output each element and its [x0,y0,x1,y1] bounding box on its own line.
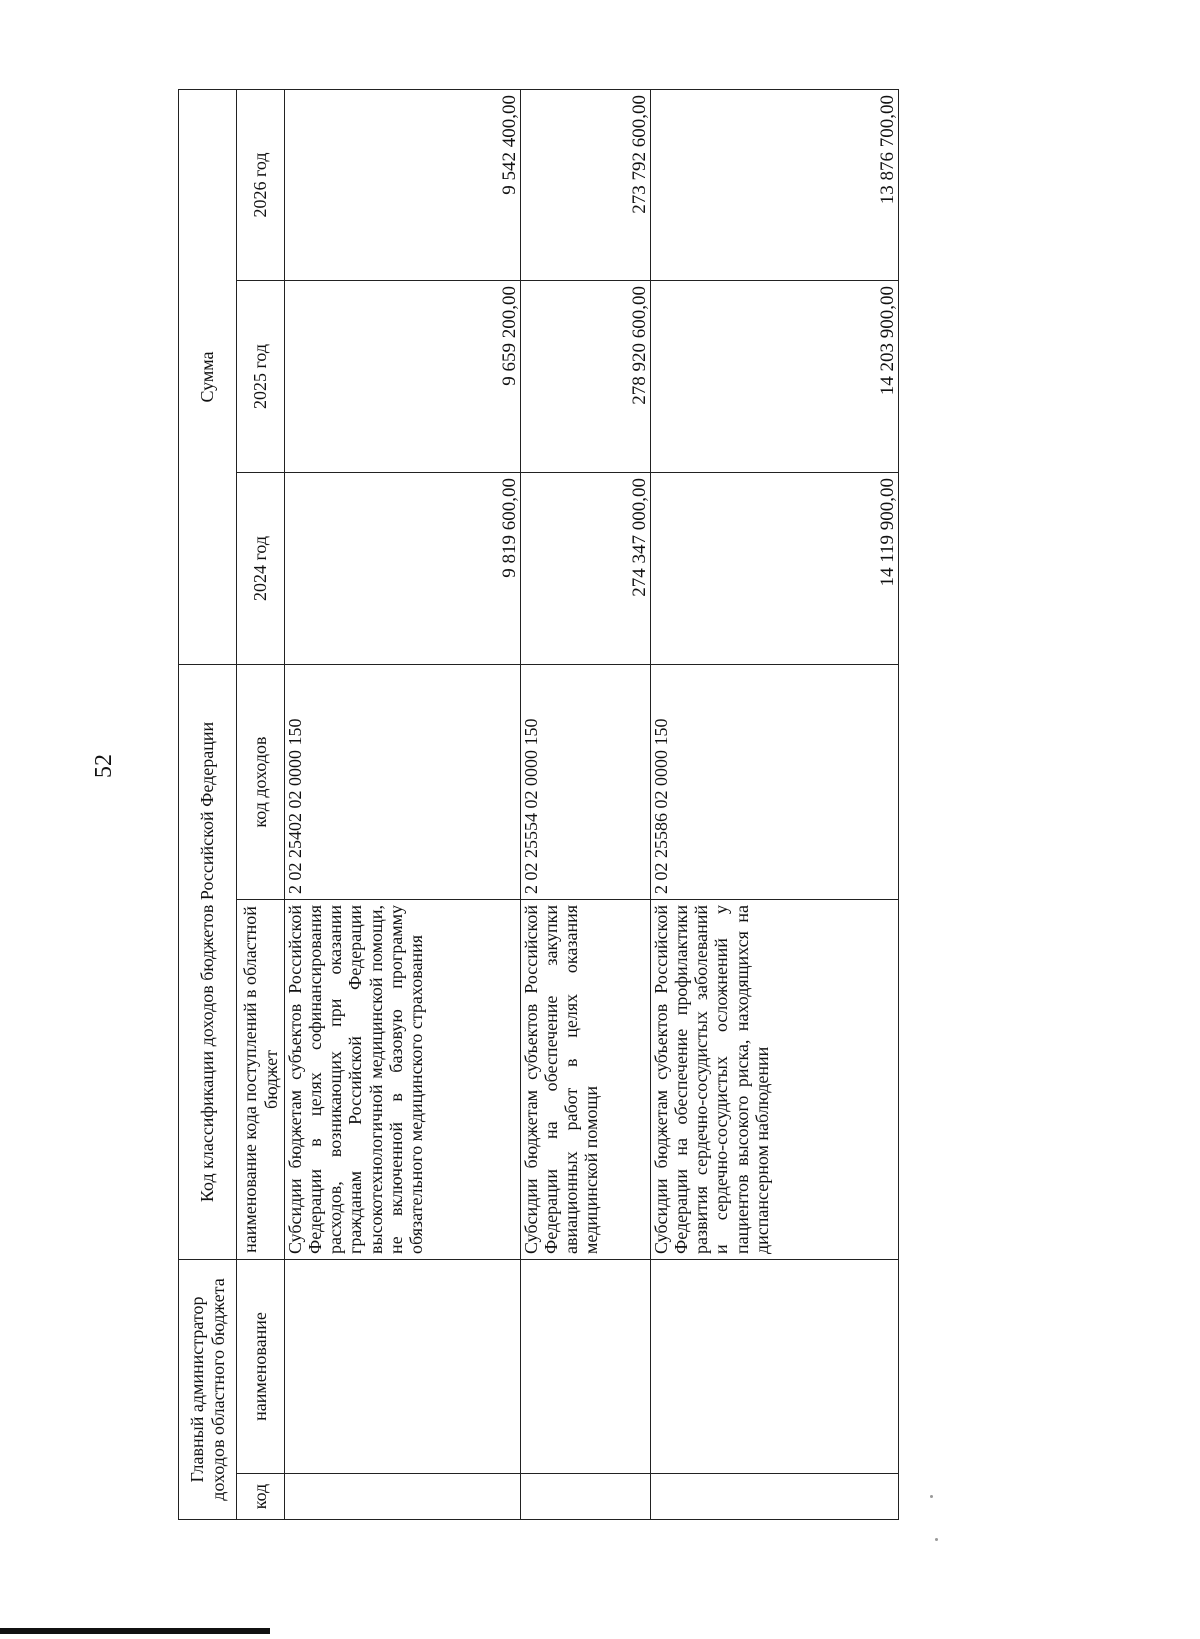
income-name-cell: Субсидии бюджетам субъектов Российской Федерации на обеспечение закупки авиационных работ в целях оказания медицинской помощи [521,900,651,1260]
rotated-table-container [178,90,898,1520]
income-name-cell: Субсидии бюджетам субъектов Российской Федерации в целях софинансирования расходов, возникающих при оказании гражданам Российской Федерации высокотехнологичной медицинской помощи, не включенной в базовую программу обязательного медицинского страхования [285,900,521,1260]
admin-name-cell [285,1260,521,1474]
header-year-2026: 2026 год [237,90,285,281]
admin-name-cell [521,1260,651,1474]
amount-2025-cell: 9 659 200,00 [285,281,521,473]
header-classification: Код классификации доходов бюджетов Российской Федерации [179,665,237,1260]
amount-2025-cell: 14 203 900,00 [651,281,899,473]
income-code-cell: 2 02 25586 02 0000 150 [651,665,899,900]
admin-name-cell [651,1260,899,1474]
amount-2024-cell: 9 819 600,00 [285,473,521,665]
header-income-name: наименование кода поступлений в областной бюджет [237,900,285,1260]
income-code-cell: 2 02 25554 02 0000 150 [521,665,651,900]
table-row [651,90,899,1520]
amount-2025-cell: 278 920 600,00 [521,281,651,473]
amount-2026-cell: 13 876 700,00 [651,90,899,281]
amount-2024-cell: 14 119 900,00 [651,473,899,665]
scan-speck [935,1538,938,1541]
amount-2026-cell: 273 792 600,00 [521,90,651,281]
scan-edge-bar [0,1628,270,1634]
header-year-2025: 2025 год [237,281,285,473]
header-name: наименование [237,1260,285,1474]
header-code: код [237,1474,285,1520]
page-number: 52 [91,754,117,778]
amount-2024-cell: 274 347 000,00 [521,473,651,665]
header-admin: Главный администратор доходов областного бюджета [179,1260,237,1520]
scan-speck [930,1495,933,1498]
admin-code-cell [285,1474,521,1520]
admin-code-cell [651,1474,899,1520]
income-name-cell: Субсидии бюджетам субъектов Российской Федерации на обеспечение профилактики развития сердечно-сосудистых заболеваний и сердечно-сосудистых осложнений у пациентов высокого риска, находящихся на диспансерном наблюдении [651,900,899,1260]
header-income-code: код доходов [237,665,285,900]
table-row [285,90,521,1520]
income-table [178,89,899,1520]
table-row [521,90,651,1520]
admin-code-cell [521,1474,651,1520]
header-year-2024: 2024 год [237,473,285,665]
amount-2026-cell: 9 542 400,00 [285,90,521,281]
income-code-cell: 2 02 25402 02 0000 150 [285,665,521,900]
header-sum: Сумма [179,90,237,665]
